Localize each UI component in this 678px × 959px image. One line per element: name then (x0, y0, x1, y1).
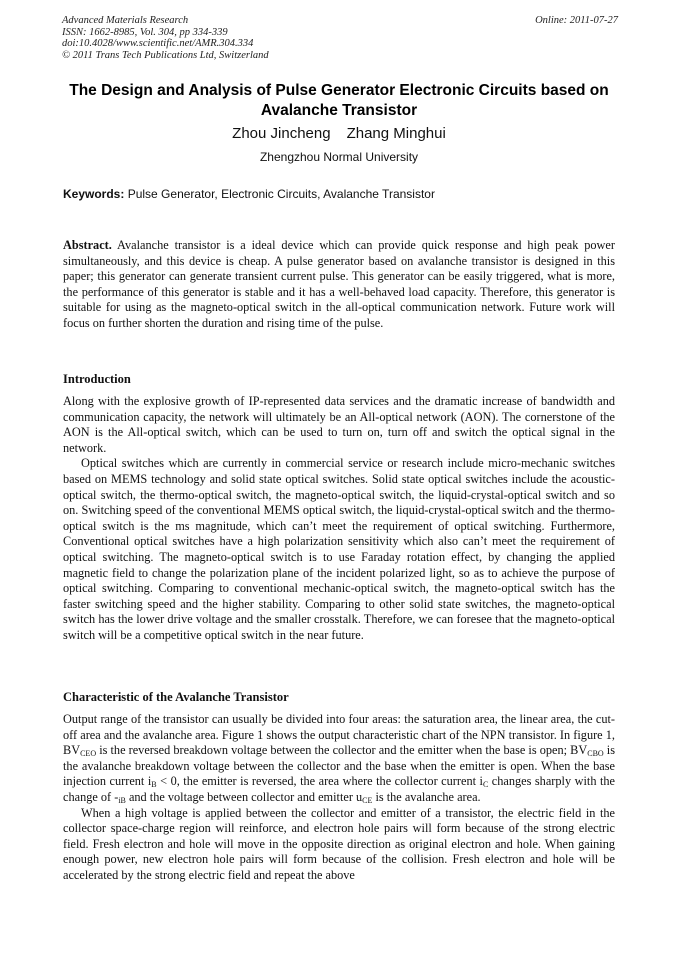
keywords-label: Keywords: (63, 187, 125, 201)
paragraph: When a high voltage is applied between the collector and emitter of a transistor, the electric field in the collector space-charge region will reinforce, and electron hole pairs will form because of the strong electric field. Fresh electron and hole will move in the opposite direction as original electron and hole. When gaining enough power, new electron hole pairs will form because of the collision. Fresh electron and hole will be accelerated by the strong electric field and repeat the above (63, 805, 615, 882)
paragraph: Output range of the transistor can usually be divided into four areas: the saturation area, the linear area, the cut-off area and the avalanche area. Figure 1 shows the output characteristic chart of the NPN transistor. In figure 1, $BV_{CEO}$ is the reversed breakdown voltage between the collector and the emitter when the base is open; $BV_{CBO}$ is the avalanche breakdown voltage between the collector and the base when the emitter is open. When the base injection current $i_B < 0$, the emitter is reversed, the area where the collector current $i_C$ changes sharply with the change of $-_{iB}$ and the voltage between collector and emitter $u_{CE}$ is the avalanche area. (63, 712, 615, 805)
doi-line: doi:10.4028/www.scientific.net/AMR.304.334 (62, 38, 254, 49)
author-name: Zhang Minghui (346, 125, 446, 142)
author-list (40, 124, 638, 144)
journal-name: Advanced Materials Research (62, 15, 189, 26)
characteristic-section (63, 712, 615, 884)
abstract-section (63, 238, 615, 332)
affiliation: Zhengzhou Normal University (259, 150, 419, 164)
abstract-label: Abstract. (63, 238, 112, 252)
keywords-text: Pulse Generator, Electronic Circuits, Avalanche Transistor (127, 187, 435, 201)
paragraph: Along with the explosive growth of IP-represented data services and the dramatic increase of bandwidth and communication capacity, the network will ultimately be an All-optical network (AON). The cornerstone of the AON is the All-optical switch, which can be used to turn on, turn off and switch the optical signal in the network. (63, 394, 615, 455)
paper-title: The Design and Analysis of Pulse Generator Electronic Circuits based on Avalanche Transistor (69, 82, 609, 119)
publication-header (62, 15, 618, 61)
online-date: Online: 2011-07-27 (535, 15, 618, 26)
section-heading-introduction: Introduction (63, 372, 131, 386)
issn-line: ISSN: 1662-8985, Vol. 304, pp 334-339 (62, 26, 228, 38)
paragraph: Optical switches which are currently in commercial service or research include micro-mechanic switches based on MEMS technology and solid state optical switches. Solid state optical switches include the acoustic-optical switch, the thermo-optical switch, the magneto-optical switch, the liquid-crystal-optical switch and so on. Switching speed of the conventional MEMS optical switch, the liquid-crystal-optical switch and the thermo-optical switch is the ms magnitude, which can’t meet the requirement of optical switching. Furthermore, Conventional optical switches have a high polarization sensitivity which also can’t meet the requirement of optical switching. The magneto-optical switch is to use Faraday rotation effect, by changing the applied magnetic field to change the polarization plane of the incident polarized light, so as to achieve the purpose of optical switching. Comparing to conventional mechanic-optical switch, the magneto-optical switch has the faster switching speed and the higher stability. Comparing to other solid state switches, the magneto-optical switch has the lower drive voltage and the smaller crosstalk. Therefore, we can foresee that the magneto-optical switch will be a competitive optical switch in the near future. (63, 456, 615, 642)
section-heading-characteristic: Characteristic of the Avalanche Transistor (63, 690, 289, 704)
keywords-line (63, 186, 619, 202)
abstract-text: Avalanche transistor is a ideal device which can provide quick response and high peak power simultaneously, and this device is cheap. A pulse generator based on avalanche transistor is designed in this paper; this generator can generate transient current pulse. This generator can be easily triggered, what is more, the performance of this generator is stable and it has a well-behaved load capacity. Therefore, this generator is suitable for using as the magneto-optical switch in the all-optical communication network. Future work will focus on further shorten the duration and rising time of the pulse. (63, 238, 615, 330)
copyright-line: © 2011 Trans Tech Publications Ltd, Switzerland (62, 49, 269, 61)
introduction-section (63, 394, 615, 644)
author-name: Zhou Jincheng (232, 125, 331, 142)
